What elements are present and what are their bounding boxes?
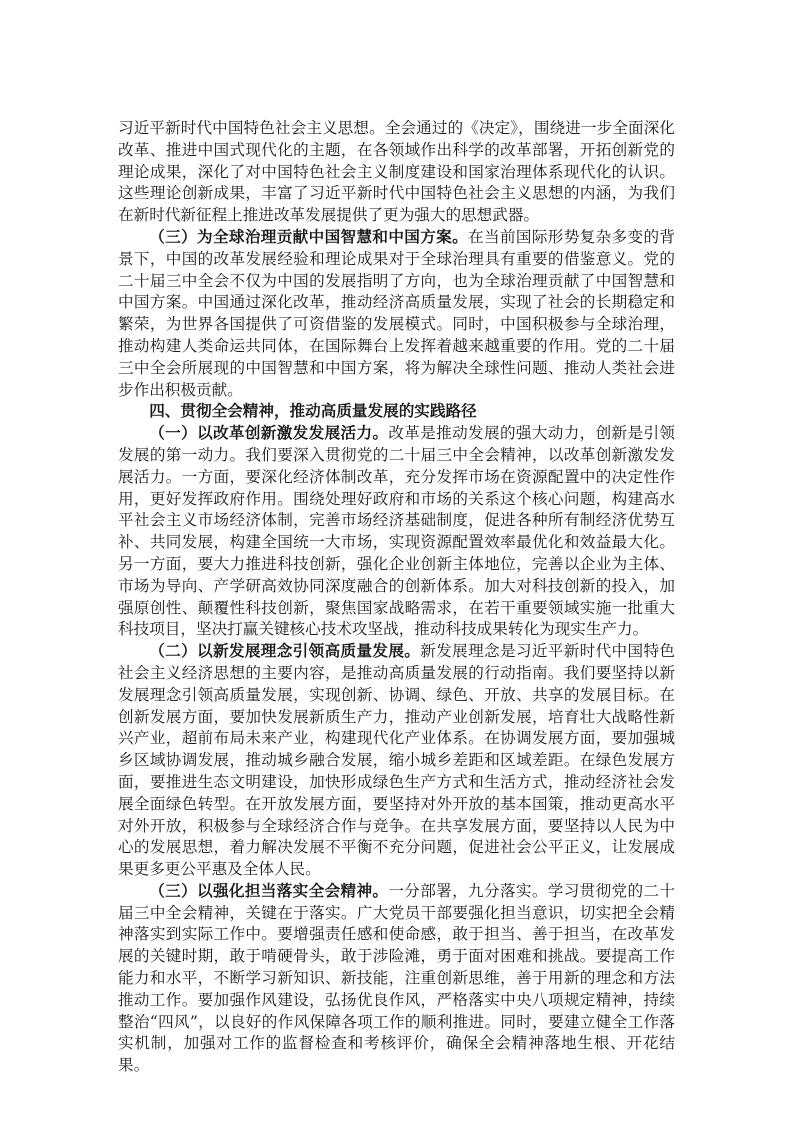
- paragraph-text: 改革是推动发展的强大动力，创新是引领发展的第一动力。我们要深入贯彻党的二十届三中全会精神，以改革创新激发发展活力。一方面，要深化经济体制改革，充分发挥市场在资源配置中的决定性作用，更好发挥政府作用。围绕处理好政府和市场的关系这个核心问题，构建高水平社会主义市场经济体制，完善市场经济基础制度，促进各种所有制经济优势互补、共同发展，构建全国统一大市场，实现资源配置效率最优化和效益最大化。另一方面，要大力推进科技创新，强化企业创新主体地位，完善以企业为主体、市场为导向、产学研高效协同深度融合的创新体系。加大对科技创新的投入，加强原创性、颠覆性科技创新，聚焦国家战略需求，在若干重要领域实施一批重大科技项目，坚决打赢关键核心技术攻坚战，推动科技成果转化为现实生产力。: [118, 424, 675, 639]
- paragraph-lead-heading: （三）为全球治理贡献中国智慧和中国方案。: [149, 227, 469, 246]
- paragraph-text: 习近平新时代中国特色社会主义思想。全会通过的《决定》，围绕进一步全面深化改革、推进中国式现代化的主题，在各领域作出科学的改革部署，开拓创新党的理论成果，深化了对中国特色社会主义制度建设和国家治理体系现代化的认识。这些理论创新成果，丰富了习近平新时代中国特色社会主义思想的内涵，为我们在新时代新征程上推进改革发展提供了更为强大的思想武器。: [118, 119, 675, 225]
- body-paragraph: [118, 423, 675, 641]
- section-heading: 四、贯彻全会精神，推动高质量发展的实践路径: [149, 402, 477, 421]
- paragraph-text: 新发展理念是习近平新时代中国特色社会主义经济思想的主要内容，是推动高质量发展的行动指南。我们要坚持以新发展理念引领高质量发展，实现创新、协调、绿色、开放、共享的发展目标。在创新发展方面，要加快发展新质生产力，推动产业创新发展，培育壮大战略性新兴产业，超前布局未来产业，构建现代化产业体系。在协调发展方面，要加强城乡区域协调发展，推动城乡融合发展，缩小城乡差距和区域差距。在绿色发展方面，要推进生态文明建设，加快形成绿色生产方式和生活方式，推动经济社会发展全面绿色转型。在开放发展方面，要坚持对外开放的基本国策，推动更高水平对外开放，积极参与全球经济合作与竞争。在共享发展方面，要坚持以人民为中心的发展思想，着力解决发展不平衡不充分问题，促进社会公平正义，让发展成果更多更公平惠及全体人民。: [118, 642, 675, 879]
- paragraph-lead-heading: （二）以新发展理念引领高质量发展。: [149, 642, 421, 661]
- paragraph-lead-heading: （三）以强化担当落实全会精神。: [149, 881, 389, 900]
- body-paragraph: [118, 118, 675, 227]
- body-paragraph: [118, 881, 675, 1077]
- body-paragraph: [118, 227, 675, 401]
- document-page: [118, 118, 675, 1077]
- paragraph-text: 一分部署，九分落实。学习贯彻党的二十届三中全会精神，关键在于落实。广大党员干部要强化担当意识，切实把全会精神落实到实际工作中。要增强责任感和使命感，敢于担当、善于担当，在改革发展的关键时期，敢于啃硬骨头，敢于涉险滩，勇于面对困难和挑战。要提高工作能力和水平，不断学习新知识、新技能，注重创新思维，善于用新的理念和方法推动工作。要加强作风建设，弘扬优良作风，严格落实中央八项规定精神，持续整治“四风”，以良好的作风保障各项工作的顺利推进。同时，要建立健全工作落实机制，加强对工作的监督检查和考核评价，确保全会精神落地生根、开花结果。: [118, 881, 675, 1075]
- body-paragraph: [118, 641, 675, 881]
- paragraph-text: 在当前国际形势复杂多变的背景下，中国的改革发展经验和理论成果对于全球治理具有重要的借鉴意义。党的二十届三中全会不仅为中国的发展指明了方向，也为全球治理贡献了中国智慧和中国方案。中国通过深化改革，推动经济高质量发展，实现了社会的长期稳定和繁荣，为世界各国提供了可资借鉴的发展模式。同时，中国积极参与全球治理，推动构建人类命运共同体，在国际舞台上发挥着越来越重要的作用。党的二十届三中全会所展现的中国智慧和中国方案，将为解决全球性问题、推动人类社会进步作出积极贡献。: [118, 227, 675, 399]
- paragraph-lead-heading: （一）以改革创新激发发展活力。: [149, 424, 389, 443]
